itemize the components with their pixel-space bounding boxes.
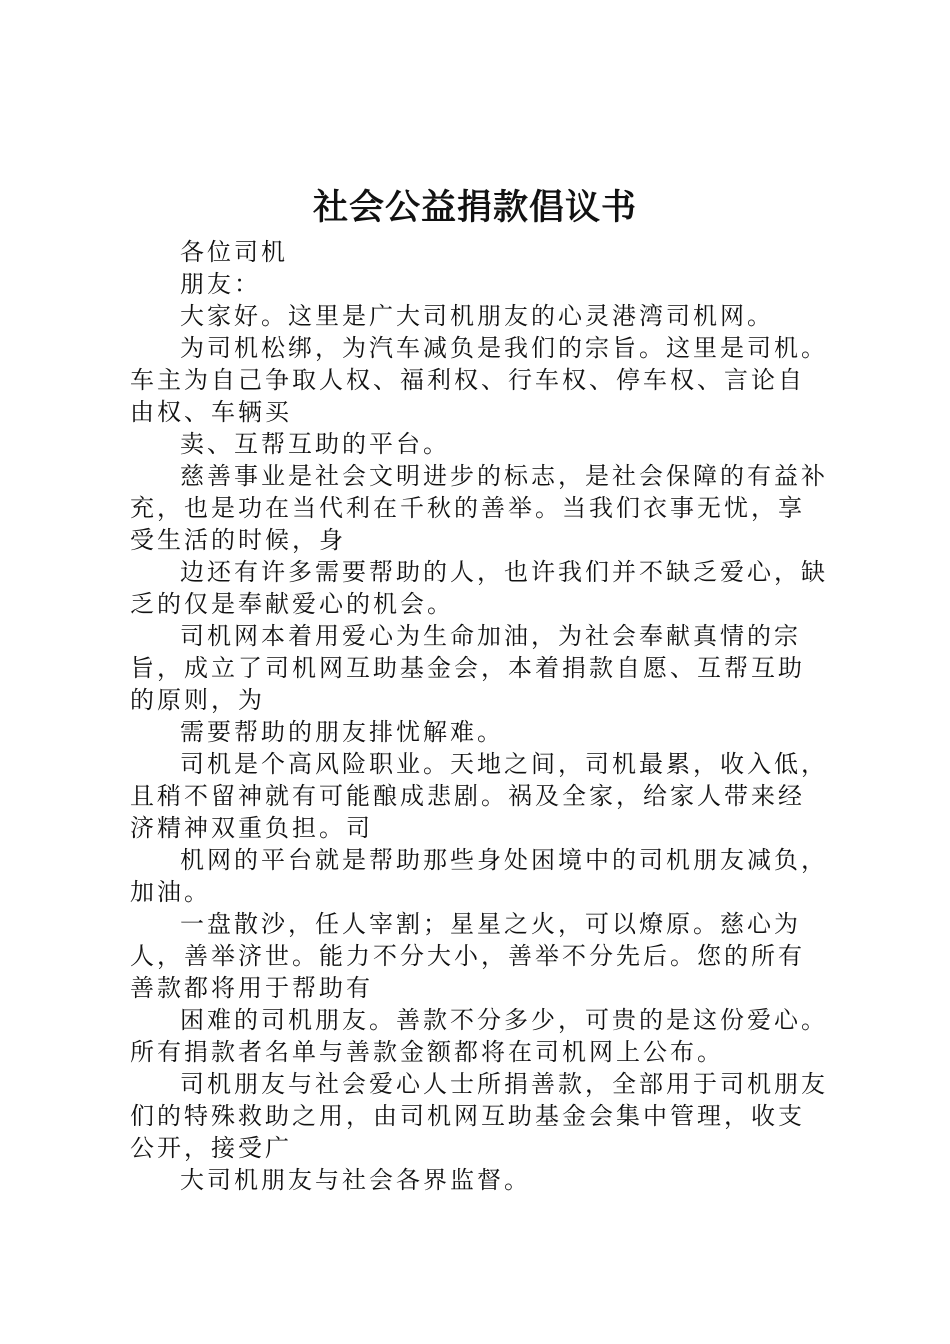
paragraph: 慈善事业是社会文明进步的标志，是社会保障的有益补充，也是功在当代利在千秋的善举。当我们衣事无忧，享受生活的时候，身 bbox=[130, 462, 828, 554]
paragraph: 需要帮助的朋友排忧解难。 bbox=[180, 718, 504, 746]
paragraph: 大司机朋友与社会各界监督。 bbox=[180, 1166, 531, 1194]
paragraph: 困难的司机朋友。善款不分多少，可贵的是这份爱心。所有捐款者名单与善款金额都将在司机网上公布。 bbox=[130, 1006, 828, 1066]
document-title: 社会公益捐款倡议书 bbox=[312, 187, 637, 228]
paragraph: 卖、互帮互助的平台。 bbox=[180, 430, 450, 458]
paragraph: 各位司机 bbox=[180, 238, 288, 266]
paragraph: 司机朋友与社会爱心人士所捐善款，全部用于司机朋友们的特殊救助之用，由司机网互助基金会集中管理，收支公开，接受广 bbox=[130, 1070, 828, 1162]
paragraph: 机网的平台就是帮助那些身处困境中的司机朋友减负，加油。 bbox=[130, 846, 828, 906]
paragraph: 司机网本着用爱心为生命加油，为社会奉献真情的宗旨，成立了司机网互助基金会，本着捐款自愿、互帮互助的原则，为 bbox=[130, 622, 805, 714]
paragraph: 一盘散沙，任人宰割；星星之火，可以燎原。慈心为人，善举济世。能力不分大小，善举不分先后。您的所有善款都将用于帮助有 bbox=[130, 910, 805, 1002]
paragraph: 大家好。这里是广大司机朋友的心灵港湾司机网。 bbox=[180, 302, 774, 330]
paragraph: 朋友： bbox=[180, 270, 261, 298]
paragraph: 边还有许多需要帮助的人，也许我们并不缺乏爱心，缺乏的仅是奉献爱心的机会。 bbox=[130, 558, 828, 618]
document-body bbox=[130, 236, 830, 1196]
paragraph: 为司机松绑，为汽车减负是我们的宗旨。这里是司机。车主为自己争取人权、福利权、行车权、停车权、言论自由权、车辆买 bbox=[130, 334, 828, 426]
paragraph: 司机是个高风险职业。天地之间，司机最累，收入低，且稍不留神就有可能酿成悲剧。祸及全家，给家人带来经济精神双重负担。司 bbox=[130, 750, 828, 842]
